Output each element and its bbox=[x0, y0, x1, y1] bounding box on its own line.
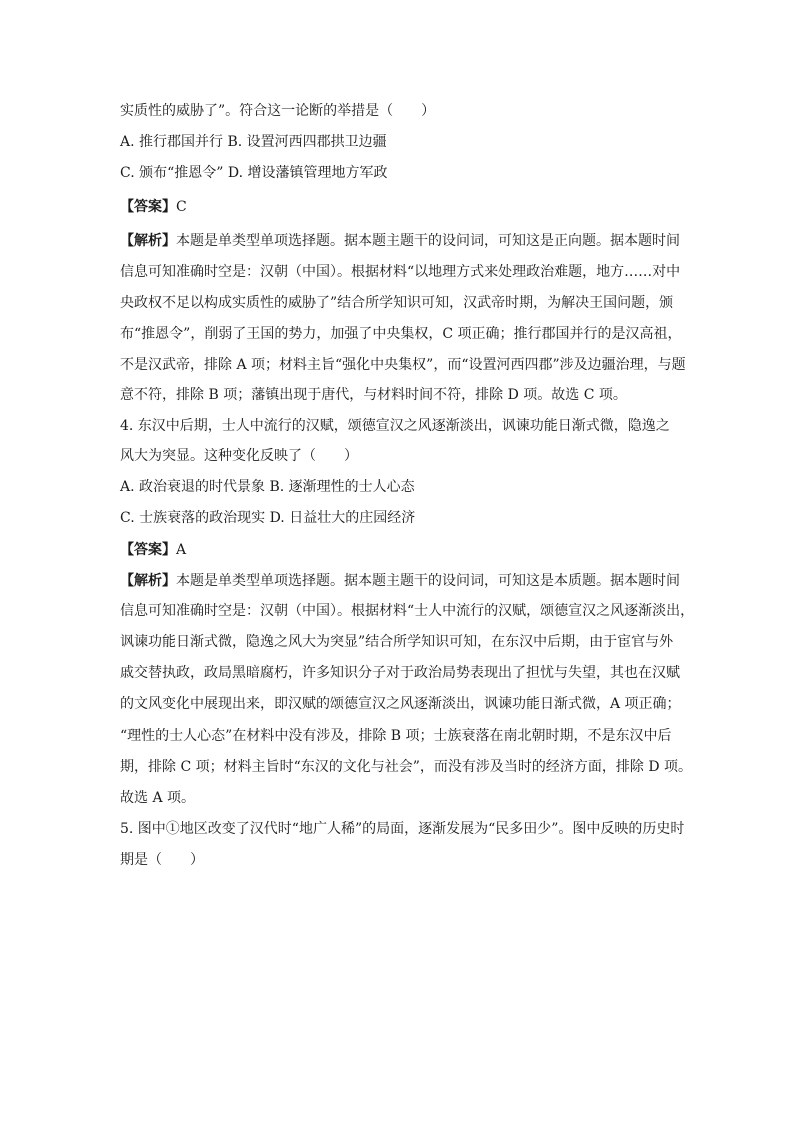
q3-analysis-line-6: 意不符，排除 B 项；藩镇出现于唐代，与材料时间不符，排除 D 项。故选 C 项。 bbox=[120, 387, 627, 403]
q4-analysis-line-4: 戚交替执政，政局黑暗腐朽，许多知识分子对于政治局势表现出了担忧与失望，其也在汉赋 bbox=[120, 665, 680, 681]
q3-stem-continued: 实质性的威胁了”。符合这一论断的举措是（ ） bbox=[120, 103, 436, 119]
q4-analysis-line-7: 期，排除 C 项；材料主旨时“东汉的文化与社会”，而没有涉及当时的经济方面，排除 D 项。 bbox=[120, 759, 693, 775]
q3-analysis-line-3: 央政权不足以构成实质性的威胁了”结合所学知识可知，汉武帝时期，为解决王国问题，颁 bbox=[120, 295, 674, 311]
q4-stem-line-2: 风大为突显。这种变化反映了（ ） bbox=[120, 448, 358, 464]
q4-answer: 【答案】A bbox=[120, 542, 187, 558]
q4-analysis-line-5: 的文风变化中展现出来，即汉赋的颂德宣汉之风逐渐淡出，讽谏功能日渐式微，A 项正确； bbox=[120, 696, 681, 712]
q3-analysis-line-2: 信息可知准确时空是：汉朝（中国）。根据材料“以地理方式来处理政治难题，地方……对中 bbox=[120, 264, 681, 280]
q3-options-ab: A. 推行郡国并行 B. 设置河西四郡拱卫边疆 bbox=[120, 134, 387, 150]
q4-analysis-line-6: “理性的士人心态”在材料中没有涉及，排除 B 项；士族衰落在南北朝时期，不是东汉中后 bbox=[120, 728, 672, 744]
q4-stem-line-1: 4. 东汉中后期，士人中流行的汉赋，颂德宣汉之风逐渐淡出，讽谏功能日渐式微，隐逸之 bbox=[120, 418, 670, 434]
q3-options-cd: C. 颁布“推恩令” D. 增设藩镇管理地方军政 bbox=[120, 165, 388, 181]
q5-stem-line-1: 5. 图中①地区改变了汉代时“地广人稀”的局面，逐渐发展为“民多田少”。图中反映的历史时 bbox=[120, 821, 685, 837]
q3-answer: 【答案】C bbox=[120, 199, 187, 215]
q3-analysis-line-1: 【解析】本题是单类型单项选择题。据本题主题干的设问词，可知这是正向题。据本题时间 bbox=[120, 233, 680, 249]
q3-analysis-line-4: 布“推恩令”，削弱了王国的势力，加强了中央集权，C 项正确；推行郡国并行的是汉高祖， bbox=[120, 326, 682, 342]
q4-options-ab: A. 政治衰退的时代景象 B. 逐渐理性的士人心态 bbox=[120, 479, 415, 495]
q4-analysis-line-8: 故选 A 项。 bbox=[120, 790, 196, 806]
q4-analysis-line-1: 【解析】本题是单类型单项选择题。据本题主题干的设问词，可知这是本质题。据本题时间 bbox=[120, 573, 680, 589]
q3-analysis-line-5: 不是汉武帝，排除 A 项；材料主旨“强化中央集权”，而“设置河西四郡”涉及边疆治理，与题 bbox=[120, 357, 686, 373]
q4-analysis-line-2: 信息可知准确时空是：汉朝（中国）。根据材料“士人中流行的汉赋，颂德宣汉之风逐渐淡出， bbox=[120, 603, 695, 619]
q4-options-cd: C. 士族衰落的政治现实 D. 日益壮大的庄园经济 bbox=[120, 510, 416, 526]
q4-analysis-line-3: 讽谏功能日渐式微，隐逸之风大为突显”结合所学知识可知，在东汉中后期，由于宦官与外 bbox=[120, 634, 674, 650]
q5-stem-line-2: 期是（ ） bbox=[120, 852, 204, 868]
